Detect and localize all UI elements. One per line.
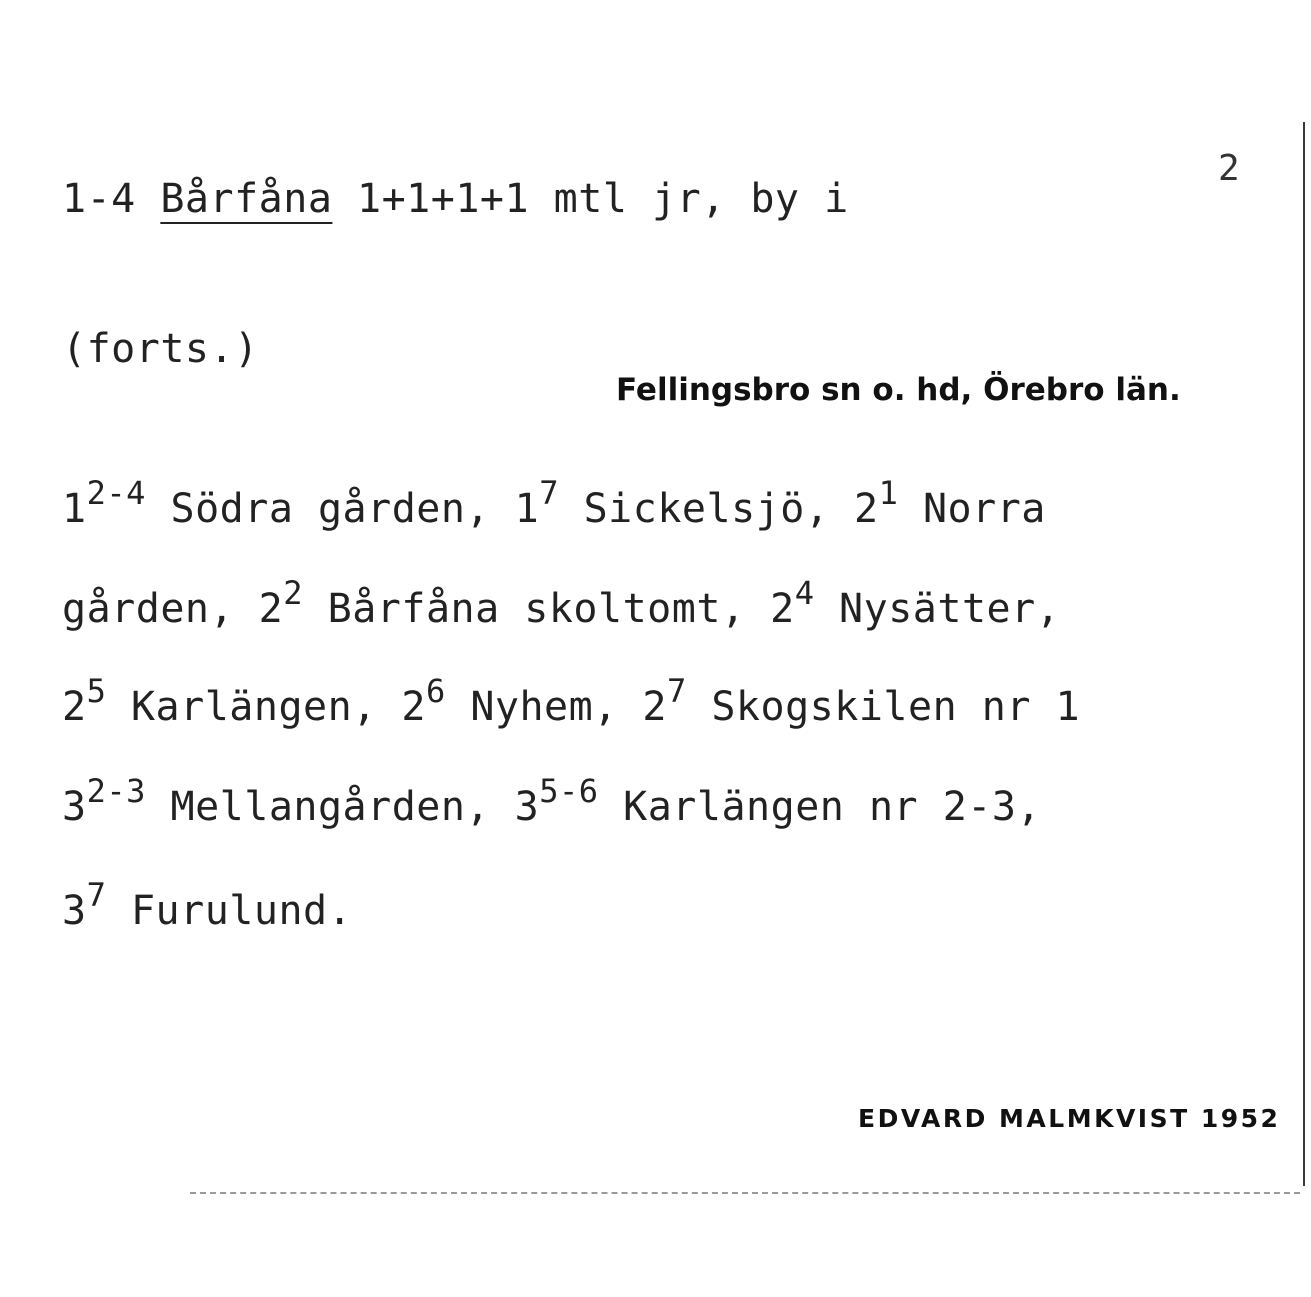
entry-base: 2: [401, 684, 426, 730]
entry-sup: 2: [283, 574, 304, 612]
entry-base: 1: [514, 486, 540, 532]
entry-sup: 7: [666, 672, 687, 710]
entry-text: Nyhem,: [470, 684, 643, 730]
title-numbers: 1-4: [62, 176, 136, 222]
entry-sup: 2-4: [86, 474, 146, 512]
author-stamp: EDVARD MALMKVIST 1952: [858, 1104, 1281, 1133]
entry-base: 3: [514, 784, 540, 830]
entry-line-3: [62, 672, 1081, 730]
continued-note: (forts.): [62, 326, 259, 372]
entry-sup: 1: [878, 474, 899, 512]
entry-text: Furulund.: [130, 888, 353, 934]
entry-base: 3: [62, 784, 87, 830]
card-bottom-edge: [190, 1192, 1300, 1194]
entry-base: 2: [62, 684, 87, 730]
entry-base: 1: [62, 486, 87, 532]
entry-sup: 7: [539, 474, 559, 512]
entry-text: Karlängen nr 2-3,: [623, 784, 1042, 830]
entry-text: Sickelsjö,: [583, 486, 854, 532]
entry-line-1: [62, 474, 1046, 532]
entry-text: Mellangården,: [170, 784, 515, 830]
entry-base: 3: [62, 888, 87, 934]
entry-text: Nysätter,: [839, 586, 1061, 632]
entry-line-5: [62, 876, 353, 934]
entry-sup: 5-6: [539, 772, 599, 810]
entry-line-4: [62, 772, 1042, 830]
entry-sup: 6: [425, 672, 446, 710]
entry-base: 2: [854, 486, 879, 532]
entry-text: Södra gården,: [170, 486, 515, 532]
entry-line-2: [62, 574, 1061, 632]
entry-text: gården,: [62, 586, 259, 632]
entry-sup: 4: [794, 574, 815, 612]
parish-stamp: Fellingsbro sn o. hd, Örebro län.: [616, 372, 1181, 408]
entry-text: Skogskilen nr 1: [711, 684, 1081, 730]
entry-sup: 7: [86, 876, 107, 914]
entry-base: 2: [642, 684, 667, 730]
entry-text: Norra: [922, 486, 1046, 532]
entry-base: 2: [258, 586, 284, 632]
entry-base: 2: [770, 586, 795, 632]
title-place: Bårfåna: [160, 176, 333, 222]
entry-text: Bårfåna skoltomt,: [327, 586, 771, 632]
entry-sup: 5: [86, 672, 107, 710]
title-line: [62, 176, 849, 222]
title-rest: 1+1+1+1 mtl jr, by i: [357, 176, 849, 222]
entry-sup: 2-3: [86, 772, 146, 810]
card-right-edge: [1303, 122, 1305, 1186]
page-number: 2: [1218, 148, 1240, 189]
entry-text: Karlängen,: [130, 684, 402, 730]
